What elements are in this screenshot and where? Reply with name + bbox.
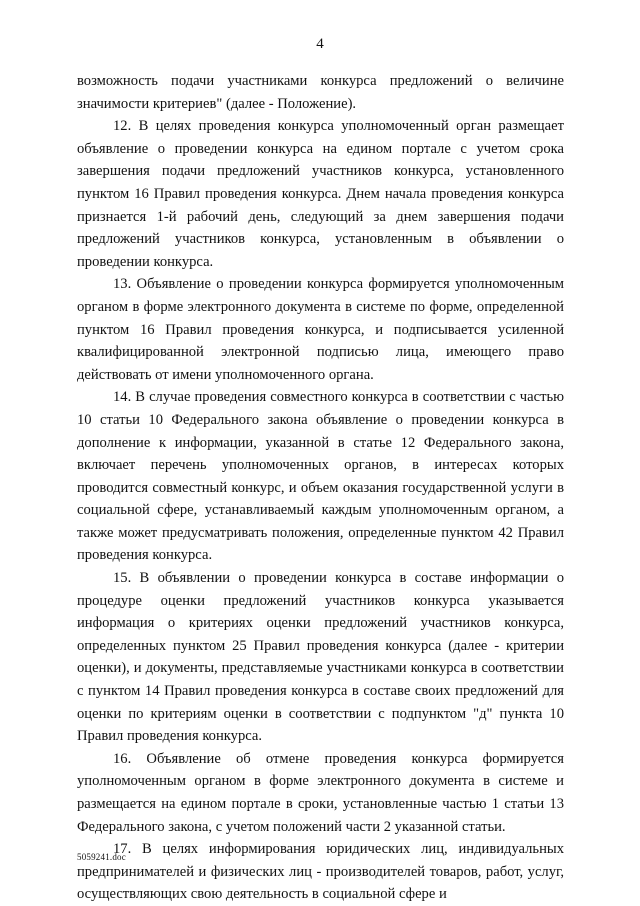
paragraph-14: 14. В случае проведения совместного конкурса в соответствии с частью 10 статьи 10 Федерального закона объявление о проведении конкурса в дополнение к информации, указанной в статье 12 Федерального закона, включает перечень уполномоченных органов, в интересах которых проводится совместный конкурс, и объем оказания государственной услуги в социальной сфере, устанавливаемый каждым уполномоченным органом, а также может предусматривать положения, определенные пунктом 42 Правил проведения конкурса. [77,389,564,564]
paragraph-12: 12. В целях проведения конкурса уполномоченный орган размещает объявление о проведении конкурса на едином портале с учетом срока завершения подачи предложений участников конкурса, установленного пунктом 16 Правил проведения конкурса. Днем начала проведения конкурса признается 1-й рабочий день, следующий за днем завершения подачи предложений участников конкурса, установленным в объявлении о проведении конкурса. [77,118,564,270]
paragraph-16: 16. Объявление об отмене проведения конкурса формируется уполномоченным органом в форме электронного документа в системе и размещается на едином портале в сроки, установленные частью 1 статьи 13 Федерального закона, с учетом положений части 2 указанной статьи. [77,750,564,835]
paragraph-13: 13. Объявление о проведении конкурса формируется уполномоченным органом в форме электронного документа в системе по форме, определенной пунктом 16 Правил проведения конкурса, и подписывается усиленной квалифицированной электронной подписью лица, имеющего право действовать от имени уполномоченного органа. [77,276,564,383]
paragraph-17: 17. В целях информирования юридических лиц, индивидуальных предпринимателей и физических лиц - производителей товаров, работ, услуг, осуществляющих свою деятельность в социальной сфере и [77,841,564,903]
paragraph-15: 15. В объявлении о проведении конкурса в составе информации о процедуре оценки предложений участников конкурса указывается информация о критериях оценки предложений участников конкурса, определенных пунктом 25 Правил проведения конкурса (далее - критерии оценки), и документы, представляемые участниками конкурса в соответствии с пунктом 14 Правил проведения конкурса в составе своих предложений для оценки по критериям оценки в соответствии с подпунктом "д" пункта 10 Правил проведения конкурса. [77,570,564,745]
page-number: 4 [316,36,324,52]
footer-filename: 5059241.doc [77,852,126,862]
document-body [77,70,564,906]
paragraph-continuation: возможность подачи участниками конкурса предложений о величине значимости критериев" (далее - Положение). [77,73,564,112]
